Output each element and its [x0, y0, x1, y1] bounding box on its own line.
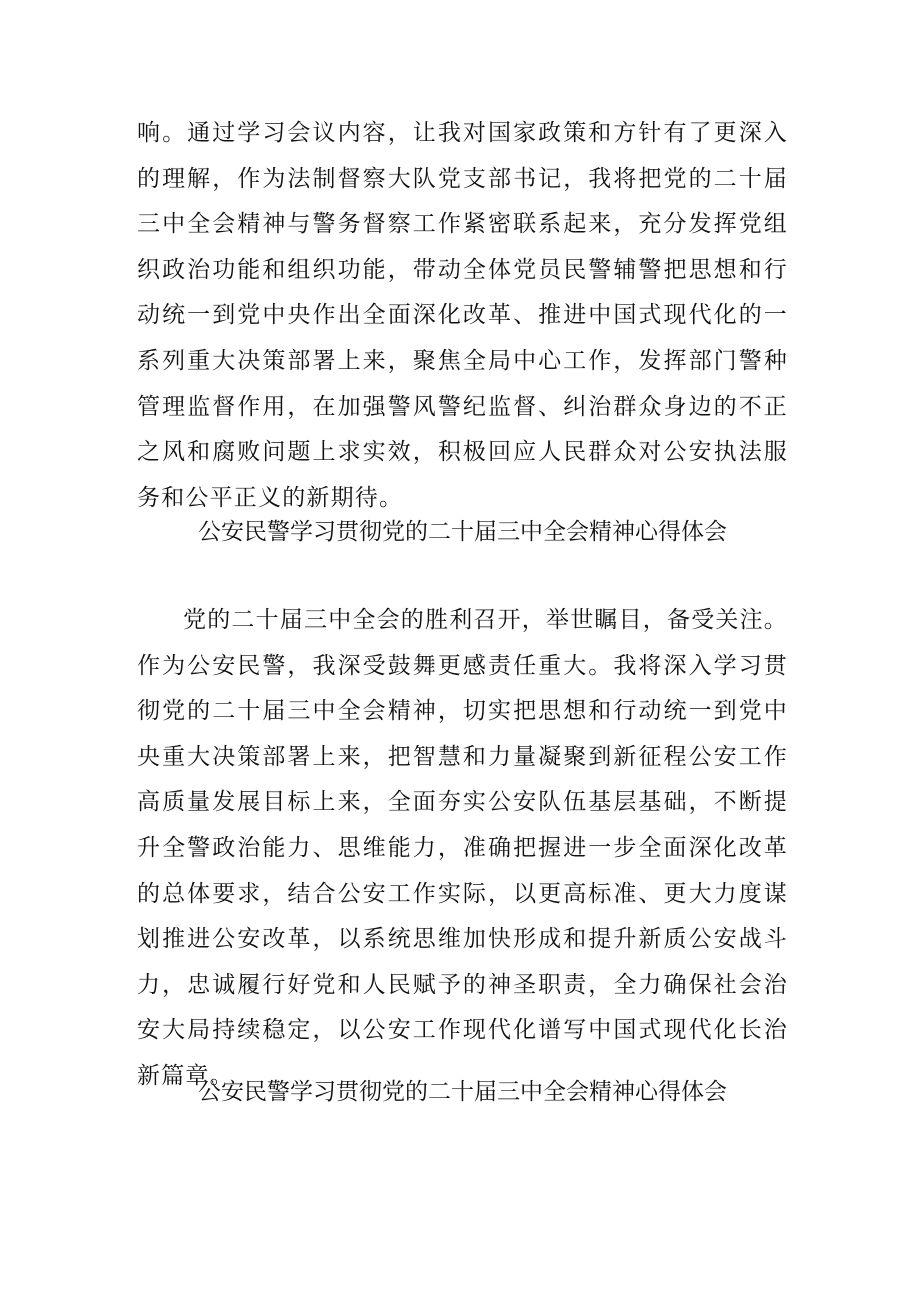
- section-heading: 公安民警学习贯彻党的二十届三中全会精神心得体会: [198, 1079, 727, 1105]
- section-heading: 公安民警学习贯彻党的二十届三中全会精神心得体会: [198, 519, 727, 545]
- body-paragraph-continued: 响。通过学习会议内容，让我对国家政策和方针有了更深入的理解，作为法制督察大队党支部书记，我将把党的二十届三中全会精神与警务督察工作紧密联系起来，充分发挥党组织政治功能和组织功能，带动全体党员民警辅警把思想和行动统一到党中央作出全面深化改革、推进中国式现代化的一系列重大决策部署上来，聚焦全局中心工作，发挥部门警种管理监督作用，在加强警风警纪监督、纠治群众身边的不正之风和腐败问题上求实效，积极回应人民群众对公安执法服务和公平正义的新期待。: [137, 120, 788, 511]
- body-paragraph: 党的二十届三中全会的胜利召开，举世瞩目，备受关注。作为公安民警，我深受鼓舞更感责任重大。我将深入学习贯彻党的二十届三中全会精神，切实把思想和行动统一到党中央重大决策部署上来，把智慧和力量凝聚到新征程公安工作高质量发展目标上来，全面夯实公安队伍基层基础，不断提升全警政治能力、思维能力，准确把握进一步全面深化改革的总体要求，结合公安工作实际，以更高标准、更大力度谋划推进公安改革，以系统思维加快形成和提升新质公安战斗力，忠诚履行好党和人民赋予的神圣职责，全力确保社会治安大局持续稳定，以公安工作现代化谱写中国式现代化长治新篇章。: [137, 607, 788, 1089]
